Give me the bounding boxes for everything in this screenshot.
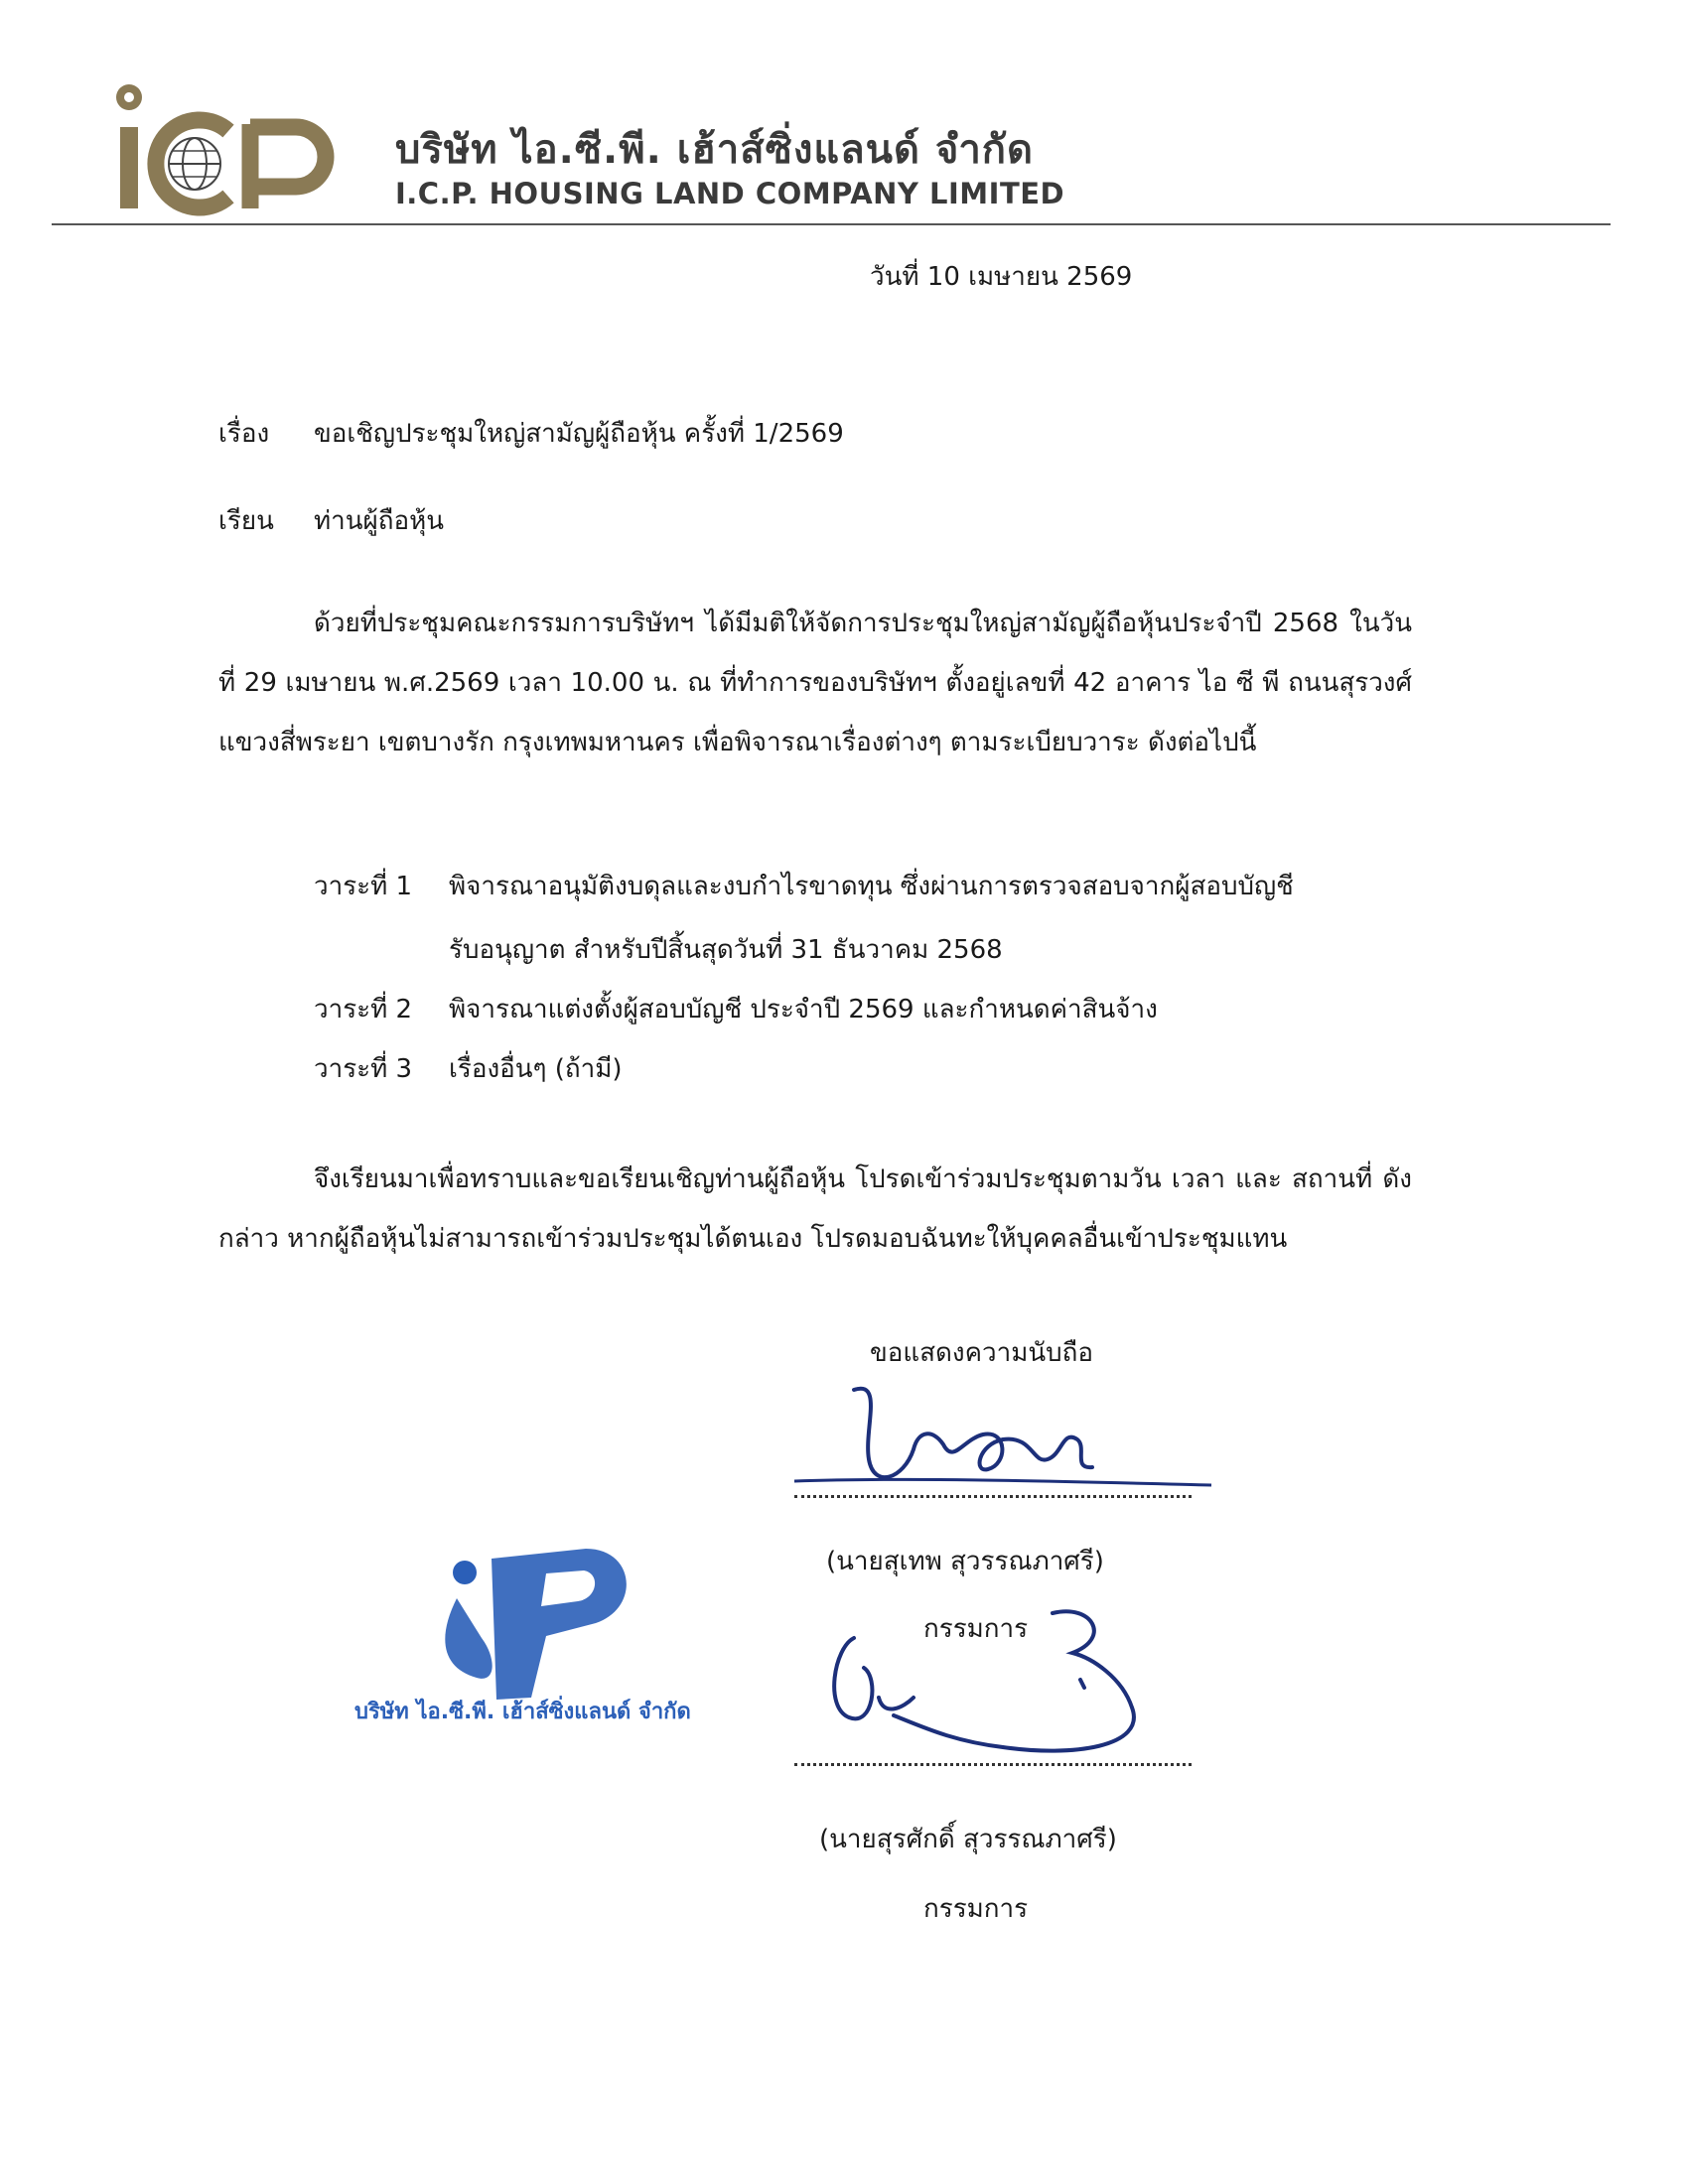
signatory-2-name: (นายสุรศักดิ์ สุวรรณภาศรี): [819, 1825, 1117, 1854]
closing-line: ขอแสดงความนับถือ: [870, 1338, 1093, 1368]
signature-1-line: [794, 1495, 1192, 1498]
body-paragraph-2: [218, 1150, 1412, 1269]
icp-logo-icon: [111, 69, 350, 218]
company-stamp-text: บริษัท ไอ.ซี.พี. เฮ้าส์ซิ่งแลนด์ จำกัด: [354, 1700, 691, 1724]
salutation-label: เรียน: [218, 506, 274, 536]
signature-2-image: [794, 1598, 1211, 1777]
signatory-2-title: กรรมการ: [923, 1894, 1029, 1924]
body-paragraph-1: [218, 594, 1412, 772]
subject-text: ขอเชิญประชุมใหญ่สามัญผู้ถือหุ้น ครั้งที่ 1/2569: [314, 419, 844, 449]
agenda-item-1-number: วาระที่ 1: [314, 872, 413, 901]
agenda-item-1-line-2: รับอนุญาต สำหรับปีสิ้นสุดวันที่ 31 ธันวาคม 2568: [449, 935, 1003, 965]
salutation-text: ท่านผู้ถือหุ้น: [314, 506, 445, 536]
subject-label: เรื่อง: [218, 419, 270, 449]
company-logo: [111, 69, 350, 218]
letter-date: วันที่ 10 เมษายน 2569: [870, 262, 1133, 292]
body-paragraph-1-text: ด้วยที่ประชุมคณะกรรมการบริษัทฯ ได้มีมติให้จัดการประชุมใหญ่สามัญผู้ถือหุ้นประจำปี 2568 ในวันที่ 29 เมษายน พ.ศ.2569 เวลา 10.00 น. ณ ที่ทำการของบริษัทฯ ตั้งอยู่เลขที่ 42 อาคาร ไอ ซี พี ถนนสุรวงศ์ แขวงสี่พระยา เขตบางรัก กรุงเทพมหานคร เพื่อพิจารณาเรื่องต่างๆ ตามระเบียบวาระ ดังต่อไปนี้: [218, 609, 1412, 757]
agenda-item-2-line-1: พิจารณาแต่งตั้งผู้สอบบัญชี ประจำปี 2569 และกำหนดค่าสินจ้าง: [449, 995, 1158, 1024]
signatory-1-title: กรรมการ: [923, 1614, 1029, 1644]
company-name-thai: บริษัท ไอ.ซี.พี. เฮ้าส์ซิ่งแลนด์ จำกัด: [395, 127, 1034, 173]
agenda-item-2-number: วาระที่ 2: [314, 995, 413, 1024]
letterhead-divider: [52, 223, 1611, 225]
agenda-item-3-line-1: เรื่องอื่นๆ (ถ้ามี): [449, 1054, 623, 1084]
signature-2-line: [794, 1763, 1192, 1766]
agenda-item-3-number: วาระที่ 3: [314, 1054, 413, 1084]
agenda-item-1-line-1: พิจารณาอนุมัติงบดุลและงบกำไรขาดทุน ซึ่งผ่านการตรวจสอบจากผู้สอบบัญชี: [449, 872, 1294, 901]
signature-1-image: [794, 1370, 1221, 1509]
body-paragraph-2-text: จึงเรียนมาเพื่อทราบและขอเรียนเชิญท่านผู้ถือหุ้น โปรดเข้าร่วมประชุมตามวัน เวลา และ สถานที่ ดังกล่าว หากผู้ถือหุ้นไม่สามารถเข้าร่วมประชุมได้ตนเอง โปรดมอบฉันทะให้บุคคลอื่นเข้าประชุมแทน: [218, 1164, 1412, 1254]
company-name-english: I.C.P. HOUSING LAND COMPANY LIMITED: [395, 177, 1065, 210]
signatory-1-name: (นายสุเทพ สุวรรณภาศรี): [826, 1547, 1104, 1576]
